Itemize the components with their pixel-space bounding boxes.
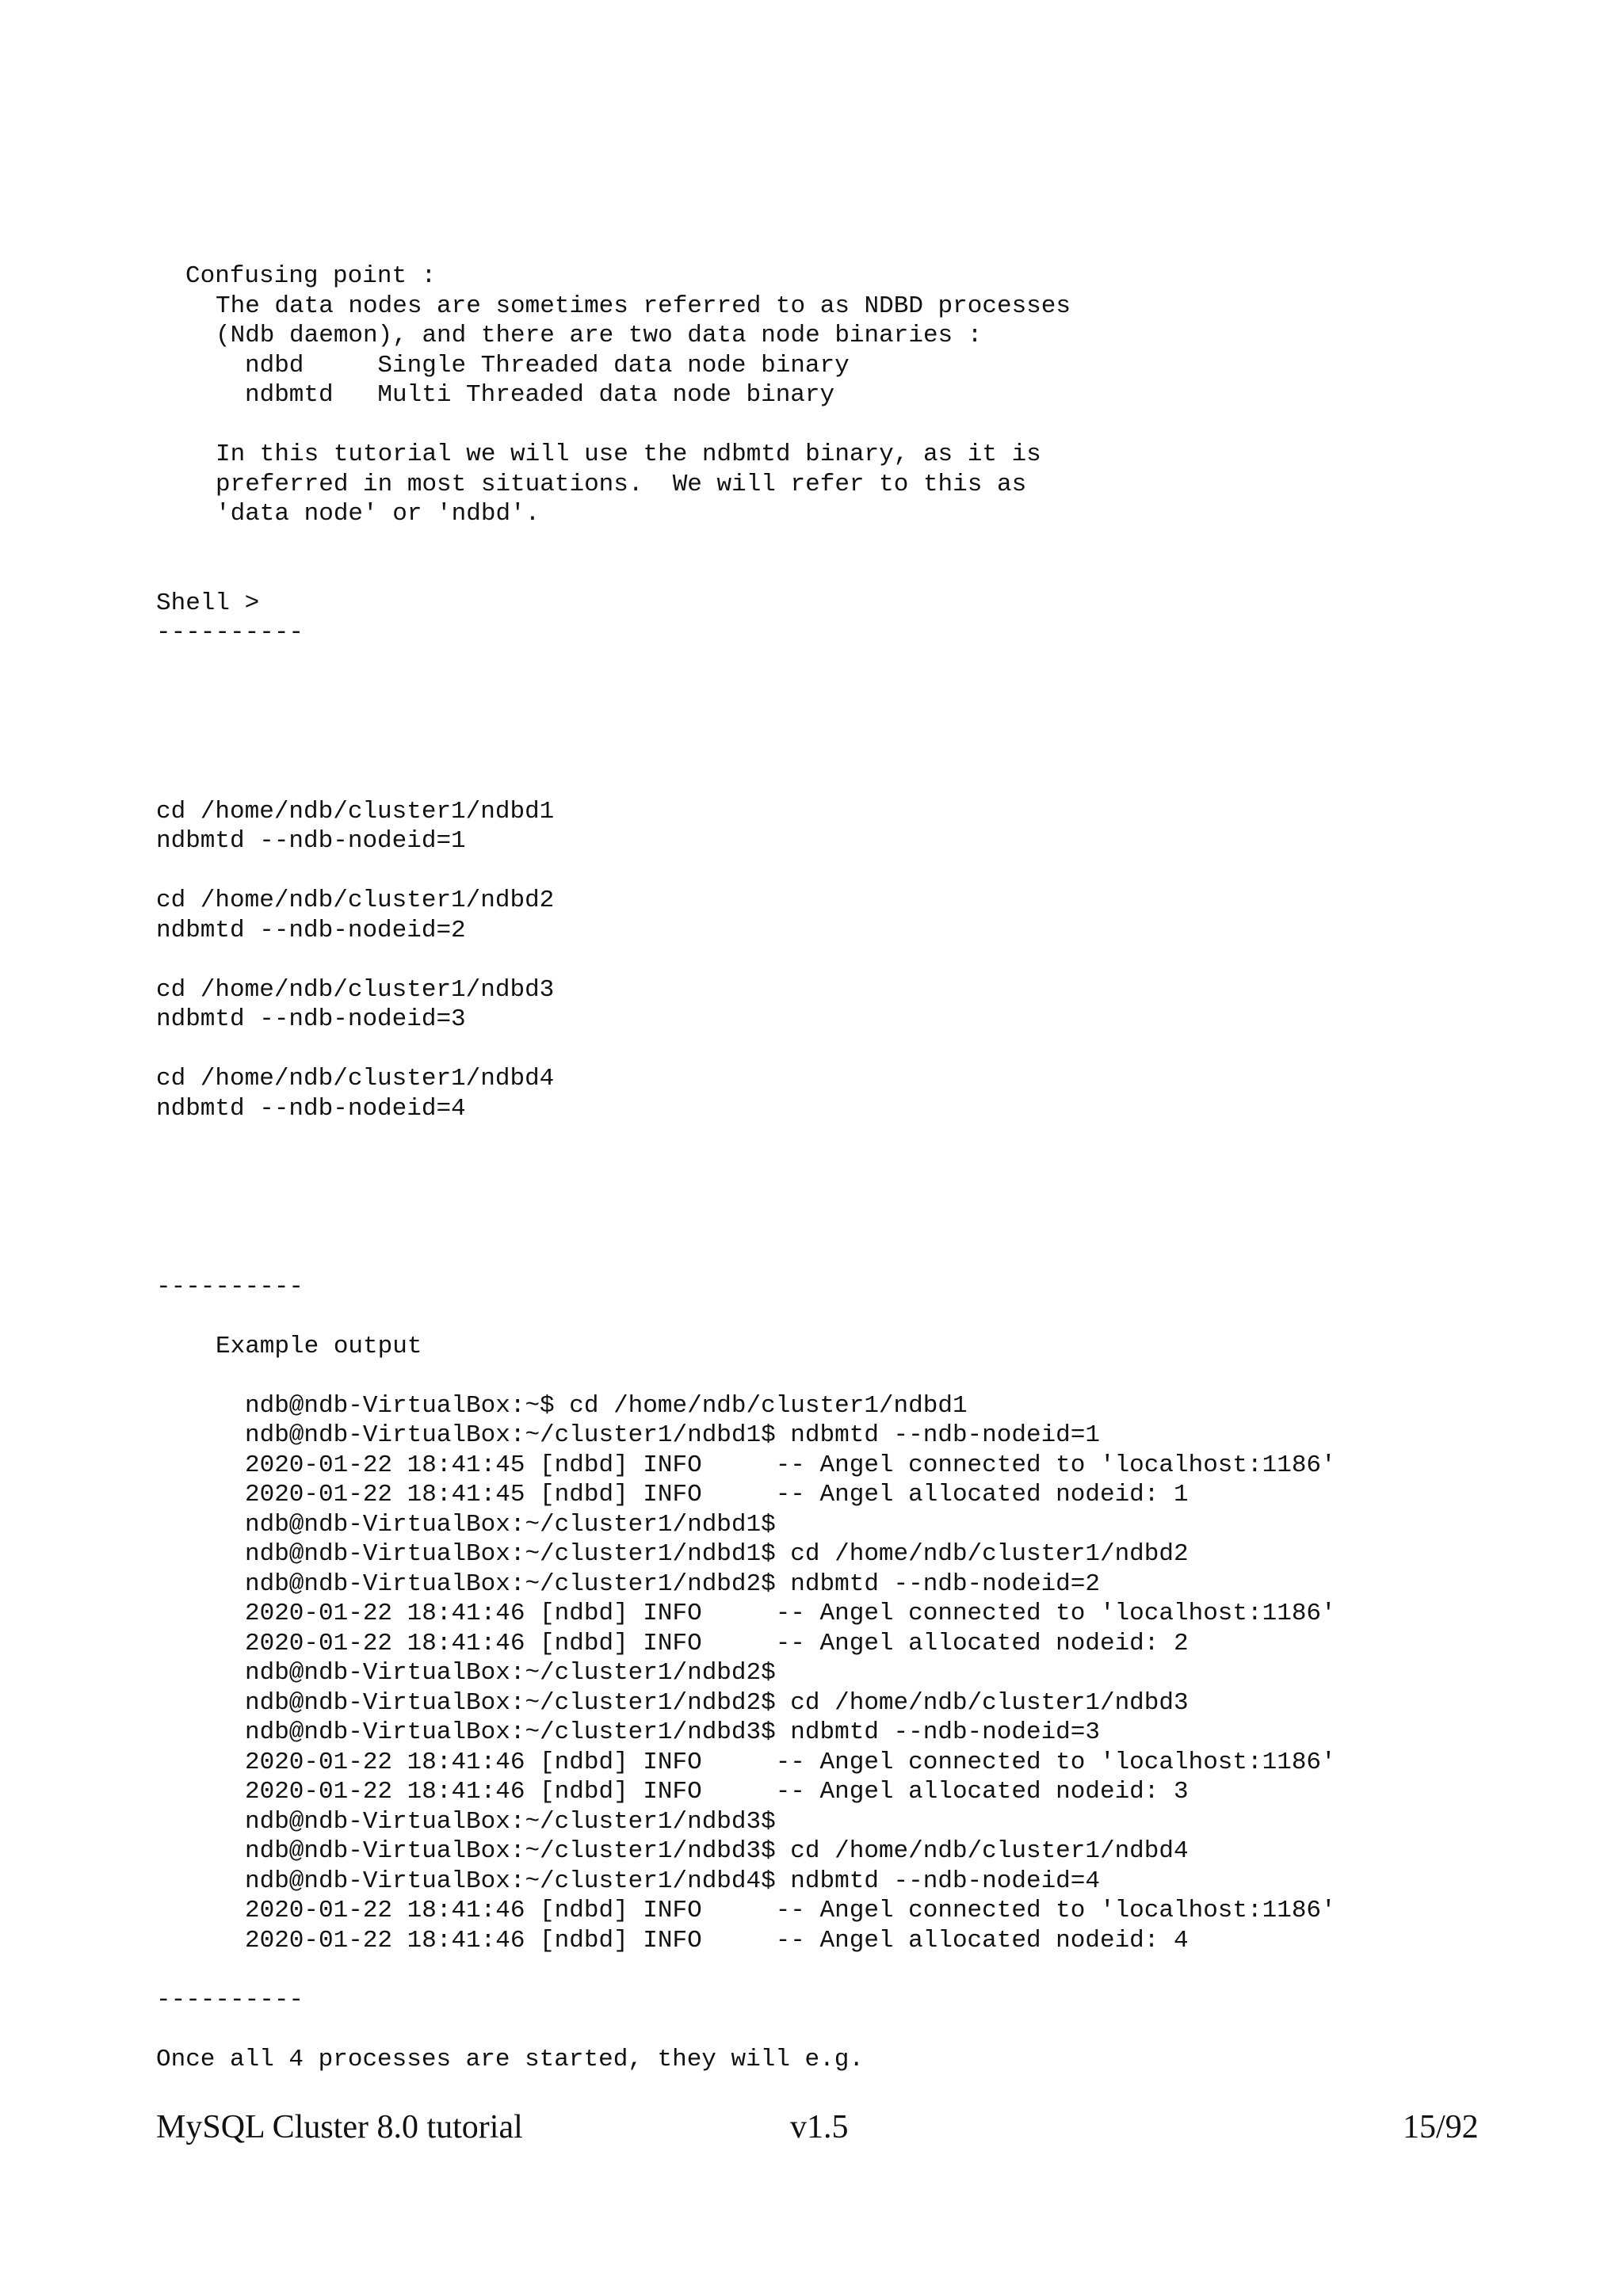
example-output-line: ndb@ndb-VirtualBox:~/cluster1/ndbd3$ cd /home/ndb/cluster1/ndbd4: [245, 1837, 1189, 1865]
note-paragraph-line-3: 'data node' or 'ndbd'.: [216, 500, 540, 528]
note-heading: Confusing point :: [185, 262, 437, 290]
shell-separator-bottom: ----------: [156, 1273, 304, 1301]
note-binary-ndbd: ndbd Single Threaded data node binary: [245, 352, 850, 379]
shell-command: cd /home/ndb/cluster1/ndbd3: [156, 976, 555, 1004]
example-output-line: 2020-01-22 18:41:46 [ndbd] INFO -- Angel connected to 'localhost:1186': [245, 1749, 1336, 1776]
example-output-line: ndb@ndb-VirtualBox:~/cluster1/ndbd2$ cd /home/ndb/cluster1/ndbd3: [245, 1689, 1189, 1717]
example-output-line: 2020-01-22 18:41:46 [ndbd] INFO -- Angel connected to 'localhost:1186': [245, 1897, 1336, 1924]
example-separator: ----------: [156, 1986, 304, 2014]
example-output-line: ndb@ndb-VirtualBox:~/cluster1/ndbd3$ ndbmtd --ndb-nodeid=3: [245, 1718, 1100, 1746]
example-output-line: ndb@ndb-VirtualBox:~/cluster1/ndbd1$: [245, 1511, 776, 1539]
closing-text: Once all 4 processes are started, they will e.g.: [156, 2046, 864, 2073]
footer-page-number: 15/92: [1403, 2109, 1479, 2145]
shell-label: Shell >: [156, 589, 260, 617]
shell-command: ndbmtd --ndb-nodeid=1: [156, 827, 466, 855]
shell-command: ndbmtd --ndb-nodeid=3: [156, 1005, 466, 1033]
example-output-line: 2020-01-22 18:41:45 [ndbd] INFO -- Angel allocated nodeid: 1: [245, 1481, 1189, 1508]
footer-version: v1.5: [790, 2109, 849, 2145]
example-output-line: ndb@ndb-VirtualBox:~/cluster1/ndbd1$ ndbmtd --ndb-nodeid=1: [245, 1421, 1100, 1449]
note-paragraph-line-1: In this tutorial we will use the ndbmtd binary, as it is: [216, 441, 1041, 468]
shell-command: cd /home/ndb/cluster1/ndbd2: [156, 887, 555, 914]
shell-command: cd /home/ndb/cluster1/ndbd4: [156, 1065, 555, 1093]
footer-title: MySQL Cluster 8.0 tutorial: [156, 2109, 523, 2145]
note-line-1: The data nodes are sometimes referred to as NDBD processes: [216, 292, 1071, 320]
example-output-line: 2020-01-22 18:41:46 [ndbd] INFO -- Angel allocated nodeid: 4: [245, 1927, 1189, 1955]
example-output-line: 2020-01-22 18:41:45 [ndbd] INFO -- Angel connected to 'localhost:1186': [245, 1451, 1336, 1479]
example-output-line: 2020-01-22 18:41:46 [ndbd] INFO -- Angel allocated nodeid: 2: [245, 1630, 1189, 1657]
note-line-2: (Ndb daemon), and there are two data node binaries :: [216, 322, 983, 349]
note-binary-ndbmtd: ndbmtd Multi Threaded data node binary: [245, 381, 835, 409]
example-output-line: ndb@ndb-VirtualBox:~/cluster1/ndbd1$ cd /home/ndb/cluster1/ndbd2: [245, 1540, 1189, 1568]
example-output-line: ndb@ndb-VirtualBox:~/cluster1/ndbd3$: [245, 1808, 776, 1836]
example-output-line: ndb@ndb-VirtualBox:~/cluster1/ndbd4$ ndbmtd --ndb-nodeid=4: [245, 1867, 1100, 1895]
example-output-line: ndb@ndb-VirtualBox:~$ cd /home/ndb/cluster1/ndbd1: [245, 1392, 968, 1420]
example-output-line: 2020-01-22 18:41:46 [ndbd] INFO -- Angel allocated nodeid: 3: [245, 1778, 1189, 1806]
example-output-line: ndb@ndb-VirtualBox:~/cluster1/ndbd2$ ndbmtd --ndb-nodeid=2: [245, 1570, 1100, 1598]
shell-command: ndbmtd --ndb-nodeid=2: [156, 917, 466, 944]
example-output-line: 2020-01-22 18:41:46 [ndbd] INFO -- Angel connected to 'localhost:1186': [245, 1600, 1336, 1627]
example-output-line: ndb@ndb-VirtualBox:~/cluster1/ndbd2$: [245, 1659, 776, 1687]
note-paragraph-line-2: preferred in most situations. We will refer to this as: [216, 471, 1027, 498]
shell-command: ndbmtd --ndb-nodeid=4: [156, 1095, 466, 1123]
shell-separator-top: ----------: [156, 619, 304, 646]
example-heading: Example output: [216, 1333, 422, 1360]
shell-command: cd /home/ndb/cluster1/ndbd1: [156, 798, 555, 826]
